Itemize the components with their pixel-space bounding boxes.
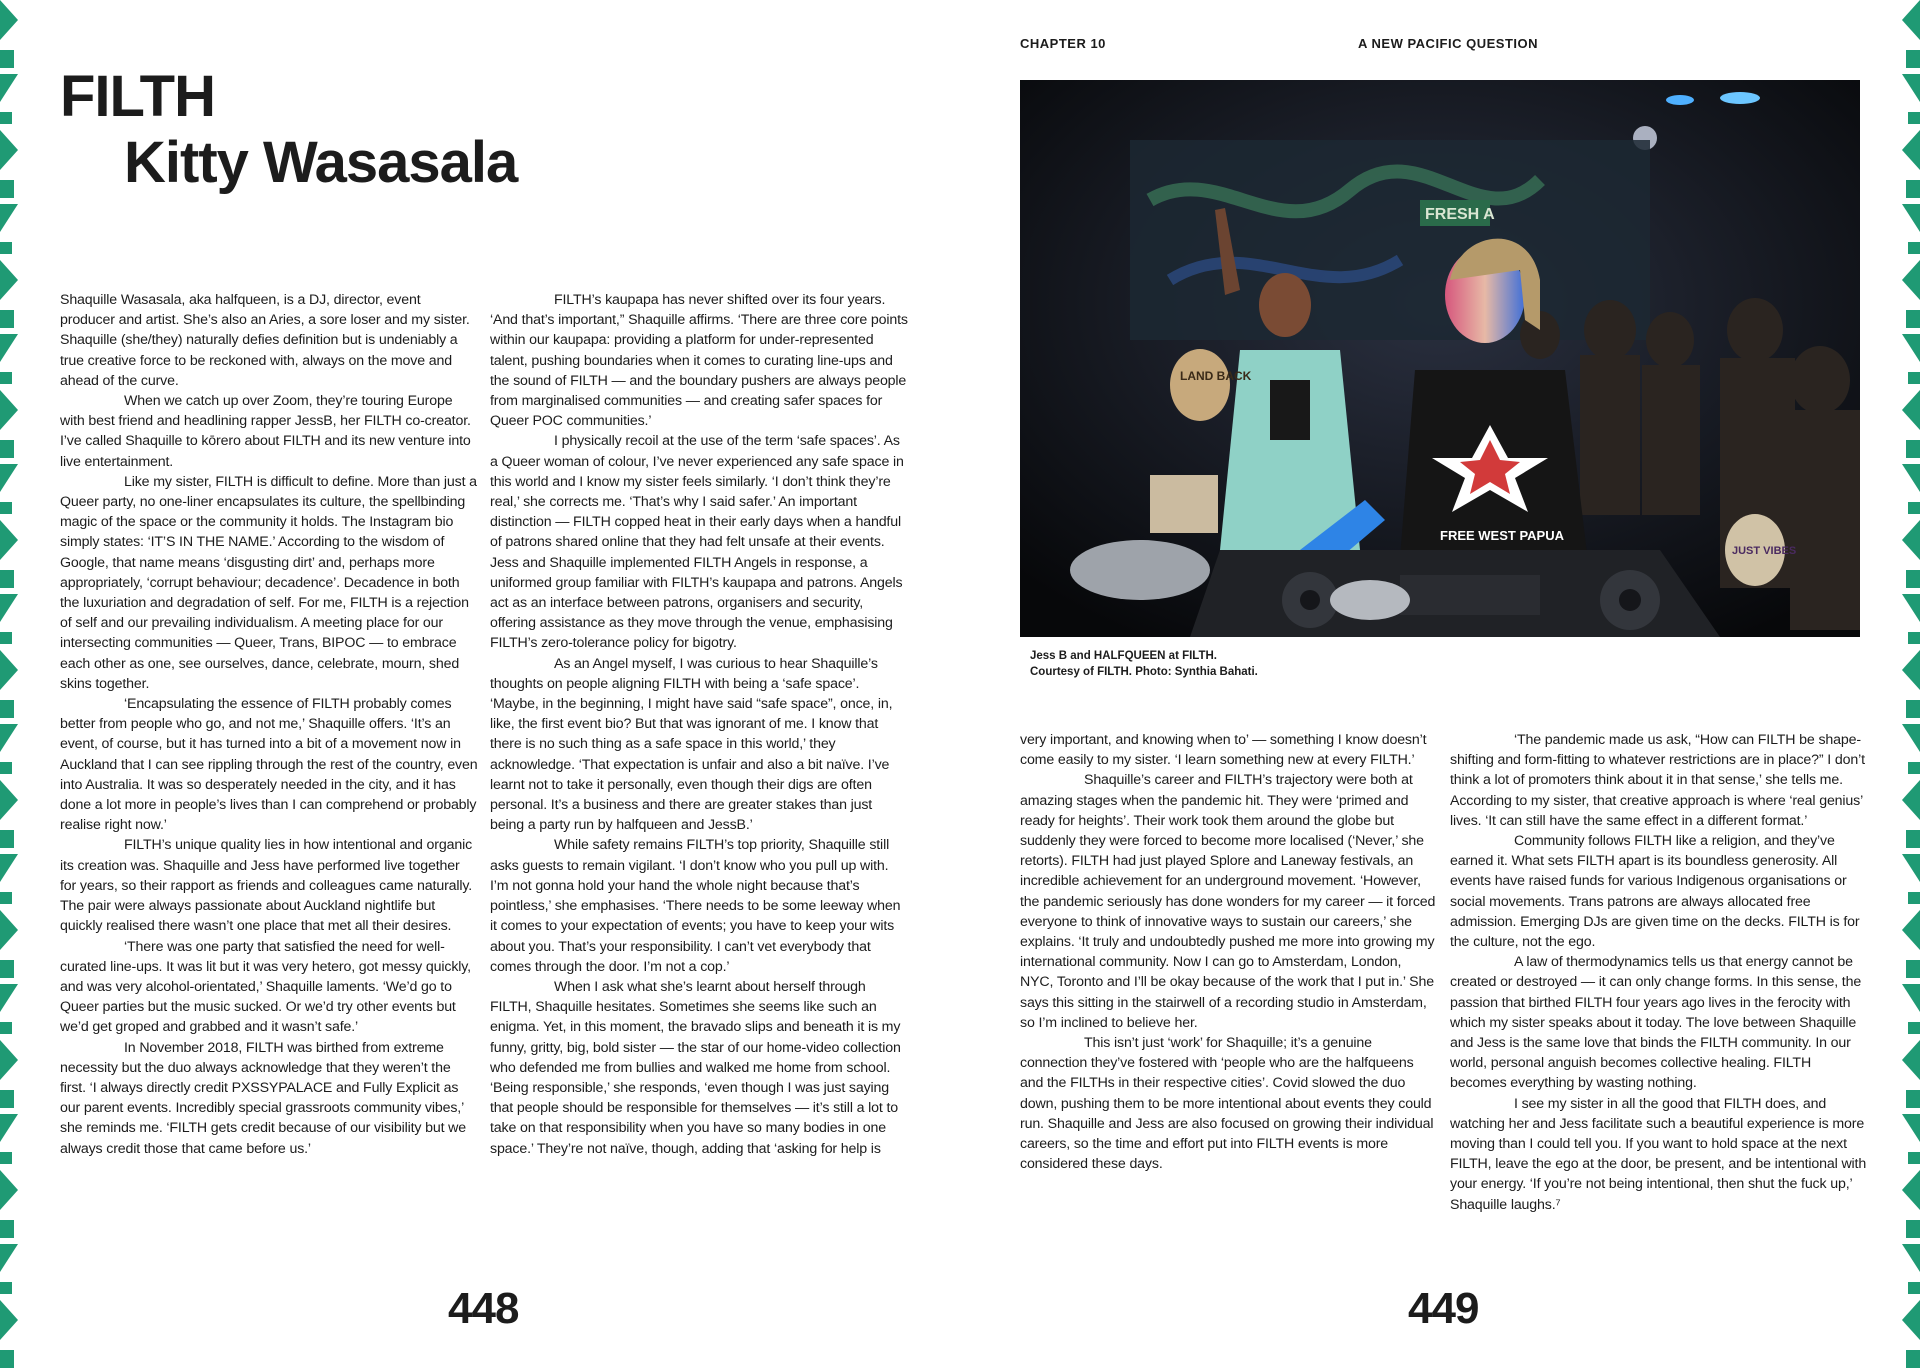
border-shape [1902,854,1920,882]
border-shape [0,112,12,124]
border-shape [1902,984,1920,1012]
tshirt-text: FREE WEST PAPUA [1440,528,1564,543]
border-shape [1902,74,1920,102]
paragraph: A law of thermodynamics tells us that energy cannot be created or destroyed — it can only change forms. In this sense, the passion that birthed FILTH four years ago lives in the ferocity with which my sister speaks about it today. The love between Shaquille and Jess is the same love that binds the FILTH community. In our world, personal anguish becomes collective healing. FILTH becomes everything by wasting nothing. [1450,954,1862,1092]
page-number-right: 449 [1408,1284,1479,1333]
border-shape [0,502,12,514]
author-name: Kitty Wasasala [124,130,518,195]
border-shape [0,204,18,232]
border-shape [1908,372,1920,384]
running-head-chapter: CHAPTER 10 [1020,36,1106,51]
paragraph: As an Angel myself, I was curious to hear Shaquille’s thoughts on people aligning FILTH with being a ‘safe space’. ‘Maybe, in the beginning, I might have said “safe space”, once, in, like, the first event bio? But that was ignorant of me. I know that there is no such thing as a safe space in this world,’ they acknowledge. ‘That expectation is unfair and also a bit naïve. I’ve learnt not to take it personally, even though their digs are often personal. It’s a business and there are greater stakes than just being a party run by halfqueen and JessB.’ [490,655,893,834]
left-border-pattern [0,0,18,1370]
border-shape [0,780,18,820]
border-shape [0,1152,12,1164]
border-shape [0,0,18,40]
border-shape [0,260,18,300]
paragraph: ‘Encapsulating the essence of FILTH probably comes better from people who go, and not me,’ Shaquille offers. ‘It’s an event, of course, but it has turned into a bit of a movement now in Auckland that I can see rippling through the rest of the country, even into Australia. It was so desperately needed in the city, and it has done a lot more in people’s lives than I can comprehend or probably realise right now.’ [60,696,478,834]
border-shape [0,1170,18,1210]
border-shape [0,762,12,774]
border-shape [1902,650,1920,690]
paragraph: While safety remains FILTH’s top priority, Shaquille still asks guests to remain vigilant. ‘I don’t know who you pull up with. I’m not gonna hold your hand the whole night because that’s pointless,’ she emphasises. ‘There needs to be some leeway when it comes to your expectation of events; you have to keep your wits about you. That’s your responsibility. I can’t vet everybody that comes through the door. I’m not a cop.’ [490,837,901,975]
paragraph: ‘The pandemic made us ask, “How can FILTH be shape-shifting and form-fitting to whatever restrictions are in place?” I don’t think a lot of promoters think about it in that sense,’ she tells me. According to my sister, that creative approach is where ‘real genius’ lives. ‘It can still have the same effect in a different format.’ [1450,732,1865,829]
border-shape [0,440,14,458]
border-shape [0,960,14,978]
border-shape [0,334,18,362]
caption-line: Jess B and HALFQUEEN at FILTH. [1030,650,1218,662]
paragraph: I see my sister in all the good that FILTH does, and watching her and Jess facilitate such a beautiful experience is more moving than I could tell you. If you want to hold space at the next FILTH, leave the ego at the door, be present, and be intentional with your energy. ‘If you’re not being intentional, then shut the fuck up,’ Shaquille laughs.⁷ [1450,1095,1867,1213]
paragraph: FILTH’s kaupapa has never shifted over its four years. ‘And that’s important,” Shaquille affirms. ‘There are three core points within our kaupapa: providing a platform for under-represented talent, pushing boundaries when it comes to curating line-ups and the sound of FILTH — and the boundary pushers are always people from marginalised communities — and creating safer spaces for Queer POC communities.’ [490,292,908,430]
venue-sign: FRESH A [1425,206,1495,223]
border-shape [1906,180,1920,198]
border-shape [1902,910,1920,950]
article-title: FILTH [60,64,215,129]
border-shape [0,632,12,644]
caption-credit: Courtesy of FILTH. Photo: Synthia Bahati. [1030,666,1258,678]
border-shape [1906,1220,1920,1238]
paragraph: ‘There was one party that satisfied the need for well-curated line-ups. It was lit but it was very hetero, got messy quickly, and was very alcohol-orientated,’ Shaquille laments. ‘We’d go to Queer parties but the music sucked. Or we’d try other events but we’d get groped and grabbed and it wasn’t safe.’ [60,938,471,1036]
border-shape [1908,1022,1920,1034]
border-shape [1902,594,1920,622]
border-shape [0,130,18,170]
land-back-sign: LAND BACK [1180,369,1252,383]
border-shape [0,390,18,430]
body-column-3 [1020,730,1438,1174]
just-vibes-sign: JUST VIBES [1732,545,1797,557]
border-shape [1908,1282,1920,1294]
paragraph: Like my sister, FILTH is difficult to define. More than just a Queer party, no one-liner encapsulates its culture, the spellbinding magic of the space or the community it holds. The Instagram bio simply states: ‘IT’S IN THE NAME.’ According to the wisdom of Google, that name means ‘disgusting dirt’ and, perhaps more appropriately, ‘corrupt behaviour; decadence’. Decadence in both the luxuriation and degradation of self. For me, FILTH is a rejection of self and our prevailing individualism. A meeting place for our intersecting communities — Queer, Trans, BIPOC — to embrace each other as one, see ourselves, dance, celebrate, mourn, shed skins together. [60,473,477,692]
body-column-2 [490,290,908,1159]
border-shape [1902,1170,1920,1210]
border-shape [1902,390,1920,430]
border-shape [1902,0,1920,40]
border-shape [1902,1040,1920,1080]
border-shape [1902,334,1920,362]
border-shape [1902,464,1920,492]
border-shape [0,1220,14,1238]
border-shape [1902,1244,1920,1272]
border-shape [1902,130,1920,170]
paragraph: FILTH’s unique quality lies in how intentional and organic its creation was. Shaquille and Jess have performed live together for years, so their rapport as friends and colleagues came naturally. The pair were always passionate about Auckland nightlife but quickly realised there wasn’t one place that met all their desires. [60,837,473,935]
paragraph: This isn’t just ‘work’ for Shaquille; it’s a genuine connection they’ve fostered with ‘people who are the halfqueens and the FILTHs in their respective cities’. Covid slowed the duo down, pushing them to be more intentional about events they could run. Shaquille and Jess are also focused on growing their individual careers, so the time and effort put into FILTH events is more considered these days. [1020,1035,1434,1173]
body-column-4 [1450,730,1868,1215]
border-shape [1906,440,1920,458]
paragraph: When I ask what she’s learnt about herself through FILTH, Shaquille hesitates. Sometimes she seems like such an enigma. Yet, in this moment, the bravado slips and beneath it is my funny, gritty, big, bold sister — the star of our home-video collection who defended me from bullies and walked me home from school. ‘Being responsible,’ she responds, ‘even though I was just saying that people should be responsible for themselves — it’s still a lot to take on that responsibility when you have so many bodies in one space.’ They’re not naïve, though, adding that ‘asking for help is [490,978,901,1157]
border-shape [0,242,12,254]
border-shape [1902,204,1920,232]
border-shape [0,310,14,328]
border-shape [1902,724,1920,752]
border-shape [0,910,18,950]
paragraph: Shaquille’s career and FILTH’s trajectory were both at amazing stages when the pandemic hit. They were ‘primed and ready for heights’. Their work took them around the globe but suddenly they were forced to become more localised (‘Never,’ she retorts). FILTH had just played Splore and Laneway festivals, an incredible achievement for an underground movement. ‘However, the pandemic seriously has done wonders for my career — it forced everyone to think of innovative ways to sustain our careers,’ she explains. ‘It truly and undoubtedly pushed me more into growing my international community. Now I can go to Amsterdam, London, NYC, Toronto and I’ll be okay because of the work that I put in.’ She says this sitting in the stairwell of a recording studio in Amsterdam, so I’m inclined to believe her. [1020,772,1436,1031]
border-shape [0,1022,12,1034]
border-shape [0,180,14,198]
paragraph: I physically recoil at the use of the term ‘safe spaces’. As a Queer woman of colour, I’ve never experienced any safe space in this world and I know my sister feels similarly. ‘I don’t think they’re real,’ she corrects me. ‘That’s why I said safer.’ An important distinction — FILTH copped heat in their early days when a handful of patrons shared online that they had felt unsafe at their events. Jess and Shaquille implemented FILTH Angels in response, a uniformed group familiar with FILTH’s kaupapa and patrons. Angels act as an interface between patrons, organisers and security, offering assistance as they move through the venue, emphasising FILTH’s zero-tolerance policy for bigotry. [490,433,904,652]
body-column-1 [60,290,478,1159]
border-shape [1906,830,1920,848]
border-shape [0,892,12,904]
border-shape [0,594,18,622]
border-shape [0,1300,18,1340]
border-shape [1908,242,1920,254]
border-shape [0,984,18,1012]
border-shape [1902,520,1920,560]
right-border-pattern [1902,0,1920,1370]
border-shape [1902,260,1920,300]
border-shape [1906,700,1920,718]
paragraph: Shaquille Wasasala, aka halfqueen, is a DJ, director, event producer and artist. She’s also an Aries, a sore loser and my sister. Shaquille (she/they) naturally defies definition but is undeniably a true creative force to be reckoned with, always on the move and ahead of the curve. [60,292,470,389]
border-shape [0,1090,14,1108]
border-shape [1902,780,1920,820]
paragraph: Community follows FILTH like a religion, and they’ve earned it. What sets FILTH apart is its boundless generosity. All events have raised funds for various Indigenous organisations or social movements. Trans patrons are always allocated free admission. Emerging DJs are given time on the decks. FILTH is for the culture, not the ego. [1450,833,1860,951]
border-shape [0,1350,14,1368]
running-head-section: A NEW PACIFIC QUESTION [1358,36,1538,51]
border-shape [1906,1350,1920,1368]
photo-caption [1030,648,1630,680]
border-shape [0,700,14,718]
border-shape [1902,1114,1920,1142]
border-shape [1908,762,1920,774]
border-shape [1902,1300,1920,1340]
border-shape [0,520,18,560]
border-shape [1906,570,1920,588]
border-shape [0,372,12,384]
paragraph: very important, and knowing when to’ — something I know doesn’t come easily to my sister. ‘I learn something new at every FILTH.’ [1020,732,1427,769]
border-shape [0,830,14,848]
border-shape [1906,1090,1920,1108]
border-shape [0,50,14,68]
border-shape [0,854,18,882]
border-shape [0,650,18,690]
border-shape [1906,50,1920,68]
border-shape [1906,960,1920,978]
border-shape [0,464,18,492]
border-shape [1908,1152,1920,1164]
border-shape [0,1040,18,1080]
border-shape [0,570,14,588]
border-shape [0,74,18,102]
dj-party-photo [1020,80,1860,637]
border-shape [0,1282,12,1294]
paragraph: In November 2018, FILTH was birthed from extreme necessity but the duo always acknowledge that they weren’t the first. ‘I always directly credit PXSSYPALACE and Fully Explicit as our parent events. Incredibly special grassroots community vibes,’ she reminds me. ‘FILTH gets credit because of our visibility but we always credit those that came before us.’ [60,1039,467,1157]
border-shape [0,724,18,752]
border-shape [0,1244,18,1272]
page-number-left: 448 [448,1284,519,1333]
border-shape [1908,502,1920,514]
border-shape [1906,310,1920,328]
border-shape [1908,632,1920,644]
paragraph: When we catch up over Zoom, they’re touring Europe with best friend and headlining rapper JessB, her FILTH co-creator. I’ve called Shaquille to kōrero about FILTH and its new venture into live entertainment. [60,393,471,470]
border-shape [0,1114,18,1142]
border-shape [1908,892,1920,904]
border-shape [1908,112,1920,124]
